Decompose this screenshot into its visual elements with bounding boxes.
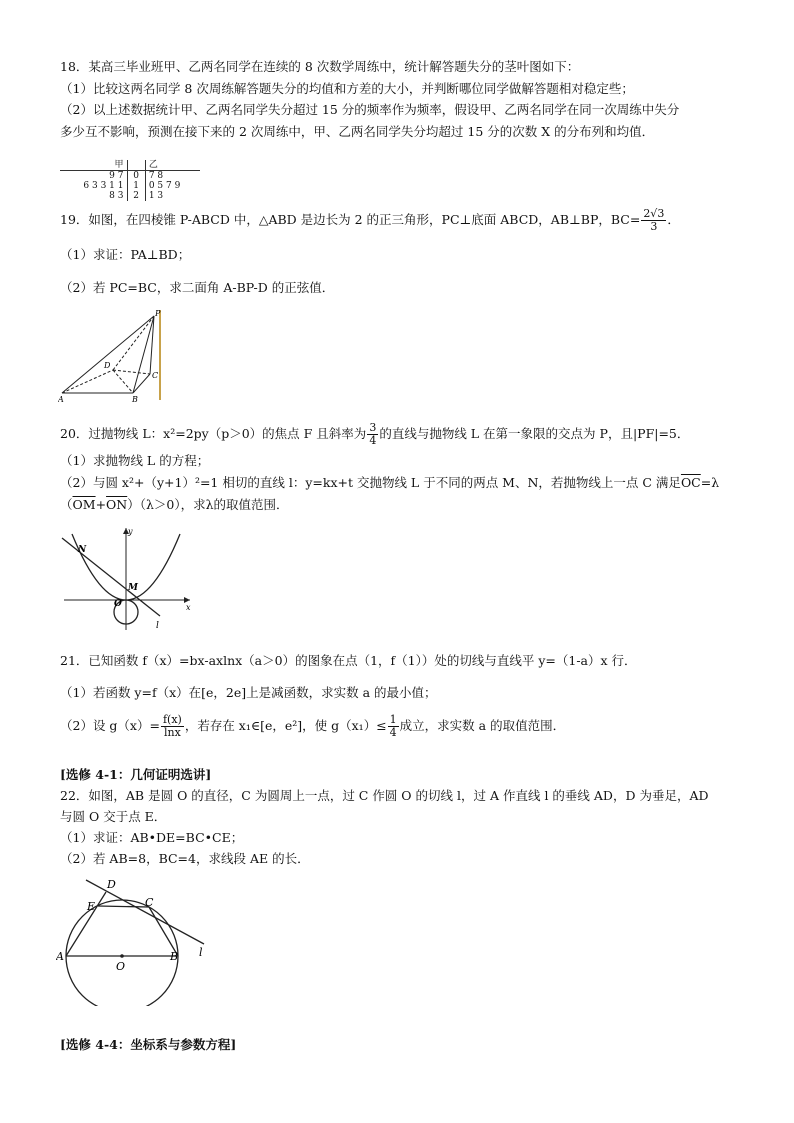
q20-line-3: （2）与圆 x²+（y+1）²=1 相切的直线 l：y=kx+t 交抛物线 L 于不同的两点 M、N，若抛物线上一点 C 满足$\overline{OC}=\lambda$ xyxy=(60,475,720,490)
label-p: P xyxy=(155,309,161,318)
q19-line-1: 19．如图，在四棱锥 P-ABCD 中，△ABD 是边长为 2 的正三角形，PC⊥底面 ABCD，AB⊥BP，BC= $\frac{2√3}{3}$ ． xyxy=(60,207,680,233)
quarter-fraction: $\frac{1}{4}$ xyxy=(389,713,397,739)
stem-header-yi: 乙 xyxy=(145,160,200,171)
stem-right-1: 0 5 7 9 xyxy=(148,181,181,191)
circle-figure xyxy=(56,876,216,1006)
label-b: B xyxy=(132,395,138,403)
segment-ec xyxy=(98,906,149,907)
q21-line-2: （1）若函数 y=f（x）在[e，2e]上是减函数，求实数 a 的最小值； xyxy=(60,685,437,700)
tangent-line-l xyxy=(62,538,160,616)
q18-line-3: （2）以上述数据统计甲、乙两名同学失分超过 15 分的频率作为频率，假设甲、乙两名同学在同一次周练中失分 xyxy=(60,102,680,117)
pyramid-figure xyxy=(58,308,168,403)
center-point xyxy=(120,954,124,958)
q22-line-1: 22．如图，AB 是圆 O 的直径，C 为圆周上一点，过 C 作圆 O 的切线 l，过 A 作直线 l 的垂线 AD，D 为垂足，AD xyxy=(60,788,709,803)
stem-0: 0 xyxy=(127,171,145,182)
label-e: E xyxy=(87,900,96,913)
stem-right-2: 1 3 xyxy=(148,191,164,201)
stem-2: 2 xyxy=(127,191,145,201)
q22-line-3: （1）求证：AB•DE=BC•CE； xyxy=(60,830,244,845)
label-l: l xyxy=(156,621,159,631)
q20-line-1: 20．过抛物线 L：x²=2py（p＞0）的焦点 F 且斜率为 $\frac{3}{4}$ 的直线与抛物线 L 在第一象限的交点为 P，且|PF|=5． xyxy=(60,421,690,447)
label-c: C xyxy=(152,371,159,380)
label-a: A xyxy=(56,950,64,963)
section-4-4-heading: [选修 4-4：坐标系与参数方程] xyxy=(60,1037,237,1052)
vector-om: $\overline{OM}$ xyxy=(72,497,96,512)
stem-right-0: 7 8 xyxy=(148,171,164,181)
edge-pd xyxy=(113,316,154,370)
label-o: O xyxy=(114,599,122,609)
edge-bd xyxy=(113,370,133,393)
slope-fraction: $\frac{3}{4}$ xyxy=(369,421,377,447)
vector-oc: $\overline{OC}$ xyxy=(680,475,701,490)
q22-line-2: 与圆 O 交于点 E． xyxy=(60,809,167,824)
stem-left-2: 8 3 xyxy=(60,191,127,201)
section-4-1-heading: [选修 4-1：几何证明选讲] xyxy=(60,767,212,782)
edge-pa xyxy=(62,316,154,393)
label-a: A xyxy=(58,395,64,403)
vector-on: $\overline{ON}$ xyxy=(106,497,128,512)
stem-header-jia: 甲 xyxy=(60,160,127,171)
q20-line-4: $(\overline{OM}+\overline{ON})(\lambda>0)$，求λ的取值范围． xyxy=(60,497,289,512)
stem-1: 1 xyxy=(127,181,145,191)
label-x: x xyxy=(186,603,191,612)
label-n: N xyxy=(78,545,87,555)
stem-left-1: 6 3 3 1 1 xyxy=(60,181,127,191)
label-b: B xyxy=(170,950,179,963)
label-l: l xyxy=(199,946,203,959)
q18-line-2: （1）比较这两名同学 8 次周练解答题失分的均值和方差的大小，并判断哪位同学做解答题相对稳定些； xyxy=(60,81,634,96)
parabola-figure xyxy=(56,524,196,634)
label-y: y xyxy=(128,527,133,536)
stem-leaf-plot xyxy=(60,160,200,201)
label-o: O xyxy=(116,960,126,973)
label-m: M xyxy=(128,583,138,593)
q22-line-4: （2）若 AB=8，BC=4，求线段 AE 的长． xyxy=(60,851,310,866)
bc-fraction: $\frac{2√3}{3}$ xyxy=(643,207,665,233)
tangent-line xyxy=(86,880,204,944)
label-c: C xyxy=(145,896,154,909)
q19-line-3: （2）若 PC=BC，求二面角 A-BP-D 的正弦值． xyxy=(60,280,335,295)
g-fraction: $\frac{f(x)}{\ln x}$ xyxy=(162,713,182,739)
stem-left-0: 9 7 xyxy=(60,171,127,182)
edge-ad xyxy=(62,370,113,393)
label-d: D xyxy=(107,878,116,891)
label-d: D xyxy=(104,361,111,370)
circle-o xyxy=(66,900,178,1006)
q18-line-1: 18．某高三毕业班甲、乙两名同学在连续的 8 次数学周练中，统计解答题失分的茎叶图如下： xyxy=(60,59,580,74)
edge-dc xyxy=(113,370,150,374)
q21-line-3: （2）设 g（x）= $\frac{f(x)}{\ln x}$ ，若存在 x₁∈[e，e²]，使 g（x₁）≤ $\frac{1}{4}$ 成立，求实数 a 的取值范围． xyxy=(60,713,566,739)
q18-line-4: 多少互不影响，预测在接下来的 2 次周练中，甲、乙两名同学失分均超过 15 分的次数 X 的分布列和均值． xyxy=(60,124,655,139)
q19-line-2: （1）求证：PA⊥BD； xyxy=(60,247,191,262)
segment-ad xyxy=(66,892,106,956)
segment-cb xyxy=(149,907,178,956)
q20-line-2: （1）求抛物线 L 的方程； xyxy=(60,453,210,468)
q21-line-1: 21．已知函数 f（x）=bx-axlnx（a＞0）的图象在点（1，f（1））处的切线与直线平 y=（1-a）x 行． xyxy=(60,653,637,668)
